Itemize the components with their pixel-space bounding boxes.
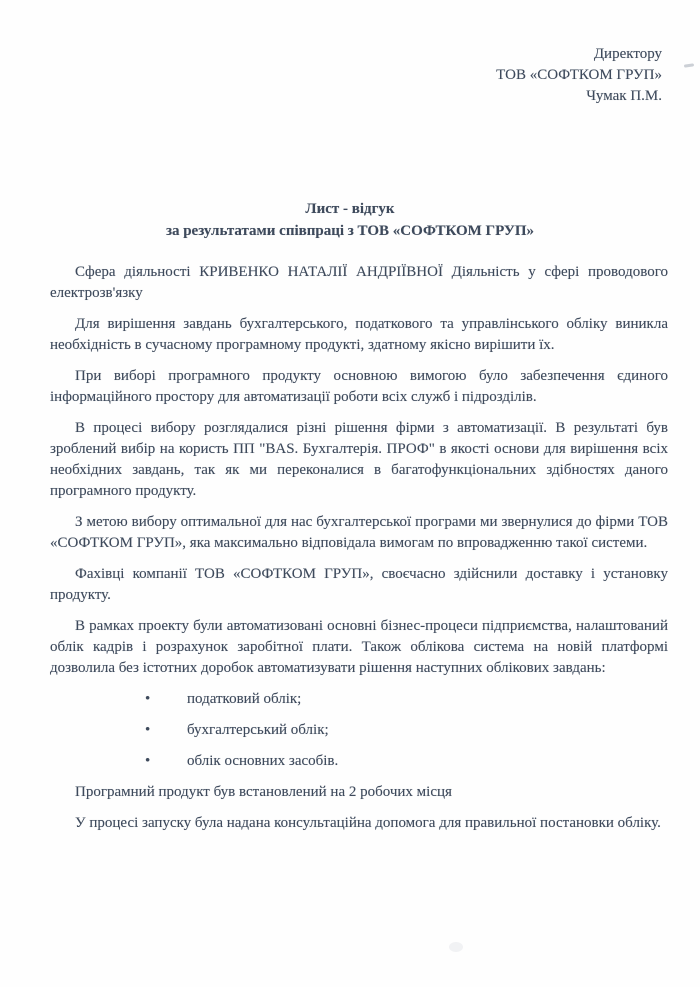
recipient-block: [0, 0, 662, 107]
document-title-line1: Лист - відгук: [305, 201, 395, 217]
list-item-label: податковий облік;: [187, 691, 302, 707]
paragraph-product-choice: В процесі вибору розглядалися різні рішення фірми з автоматизації. В результаті був зроблений вибір на користь ПП "BAS. Бухгалтерія. ПРОФ" в якості основи для вирішення всіх необхідних завдань, так як ми переконалися в багатофункціональних здібностях даного програмного продукту.: [50, 420, 668, 499]
recipient-company: ТОВ «СОФТКОМ ГРУП»: [496, 67, 662, 83]
accounting-tasks-list: [145, 689, 668, 772]
letter-body: [50, 262, 668, 834]
scan-artifact-dash: [684, 63, 694, 67]
paragraph-project-scope: В рамках проекту були автоматизовані основні бізнес-процеси підприємства, налаштований облік кадрів і розрахунок заробітної плати. Також облікова система на новій платформі дозволила без істотних доробок автоматизувати рішення наступних облікових завдань:: [50, 618, 668, 676]
bullet-icon: •: [145, 753, 151, 769]
document-title: [0, 198, 700, 242]
paragraph-selection-requirement: При виборі програмного продукту основною вимогою було забезпечення єдиного інформаційного простору для автоматизації роботи всіх служб і підрозділів.: [50, 368, 668, 405]
scan-artifact-smudge: [449, 942, 463, 952]
bullet-icon: •: [145, 722, 151, 738]
recipient-role: Директору: [593, 46, 662, 62]
recipient-person: Чумак П.М.: [586, 88, 662, 104]
paragraph-activity-sphere: Сфера діяльності КРИВЕНКО НАТАЛІЇ АНДРІЇВНОЇ Діяльність у сфері проводового електрозв'язку: [50, 264, 668, 301]
paragraph-vendor-choice: З метою вибору оптимальної для нас бухгалтерської програми ми звернулися до фірми ТОВ «СОФТКОМ ГРУП», яка максимально відповідала вимогам по впровадженню такої системи.: [50, 514, 668, 551]
paragraph-delivery-installation: Фахівці компанії ТОВ «СОФТКОМ ГРУП», своєчасно здійснили доставку і установку продукту.: [50, 566, 668, 603]
list-item: [145, 720, 668, 741]
paragraph-workplaces-count: Програмний продукт був встановлений на 2 робочих місця: [75, 784, 452, 800]
list-item: [145, 751, 668, 772]
document-title-line2: за результатами співпраці з ТОВ «СОФТКОМ ГРУП»: [165, 223, 535, 239]
list-item-label: бухгалтерський облік;: [187, 722, 329, 738]
list-item: [145, 689, 668, 710]
paragraph-task-need: Для вирішення завдань бухгалтерського, податкового та управлінського обліку виникла необхідність в сучасному програмному продукті, здатному якісно вирішити їх.: [50, 316, 668, 353]
paragraph-consulting-help: У процесі запуску була надана консультаційна допомога для правильної постановки обліку.: [75, 815, 661, 831]
bullet-icon: •: [145, 691, 151, 707]
list-item-label: облік основних засобів.: [187, 753, 339, 769]
